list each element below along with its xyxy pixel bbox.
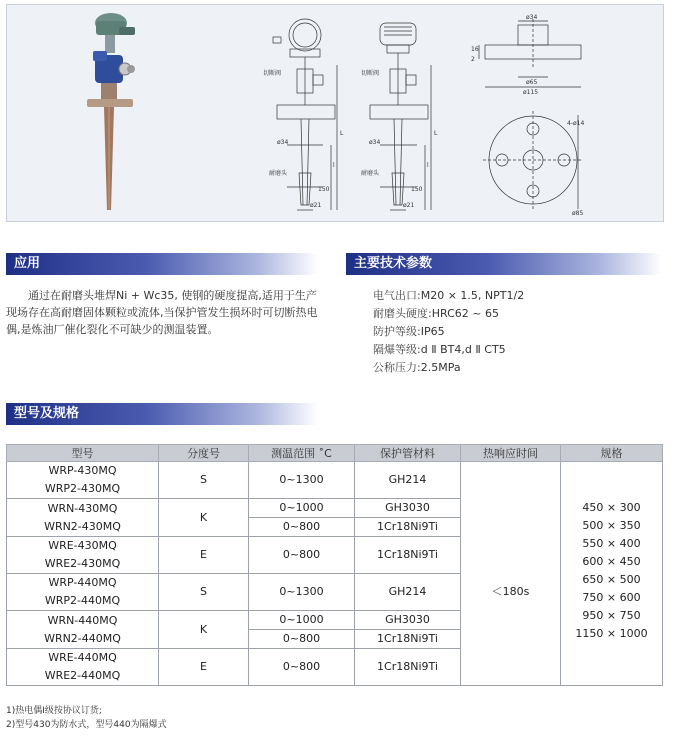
figure-label-l-2: l — [427, 162, 429, 169]
size-item: 600 × 450 — [582, 554, 641, 568]
material-cell: 1Cr18Ni9Ti — [355, 649, 461, 686]
model-cell: WRP-440MQ WRP2-440MQ — [7, 574, 159, 611]
header-range: 测温范围 ˚C — [249, 445, 355, 462]
drawing-type-430 — [273, 19, 337, 210]
size-item: 650 × 500 — [582, 572, 641, 586]
spec-item-electrical-outlet: 电气出口:M20 × 1.5, NPT1/2 — [373, 289, 525, 302]
figure-label-150-1: 150 — [318, 186, 330, 193]
figure-label-d34-2: ø34 — [369, 139, 381, 146]
table-row — [7, 499, 663, 518]
figure-label-cutoff-valve-1: 切断阀 — [263, 70, 282, 77]
header-model: 型号 — [7, 445, 159, 462]
spec-item-hardness: 耐磨头硬度:HRC62 ~ 65 — [373, 307, 499, 320]
specs-header: 主要技术参数 — [346, 253, 662, 275]
model-cell: WRE-440MQ WRE2-440MQ — [7, 649, 159, 686]
application-header: 应用 — [6, 253, 318, 275]
figure-label-2: 2 — [471, 56, 475, 63]
figure-label-cutoff-valve-2: 切断阀 — [361, 70, 380, 77]
footnote-1: 1)热电偶I级按协议订货; — [6, 706, 102, 716]
range-cell: 0~800 — [249, 518, 355, 537]
figure-label-wear-head-1: 耐磨头 — [269, 170, 288, 177]
material-cell: 1Cr18Ni9Ti — [355, 537, 461, 574]
material-cell: 1Cr18Ni9Ti — [355, 518, 461, 537]
size-item: 450 × 300 — [582, 500, 641, 514]
figure-label-d34-top: ø34 — [526, 14, 538, 21]
figure-label-holes: 4-ø14 — [567, 120, 585, 127]
model-spec-table — [6, 444, 663, 686]
specs-list — [373, 287, 663, 377]
size-item: 750 × 600 — [582, 590, 641, 604]
product-figure-panel — [6, 4, 664, 222]
header-response-time: 热响应时间 — [461, 445, 561, 462]
model-cell: WRE-430MQ WRE2-430MQ — [7, 537, 159, 574]
model-cell: WRN-440MQ WRN2-440MQ — [7, 611, 159, 649]
spec-item-pressure: 公称压力:2.5MPa — [373, 361, 461, 374]
figure-label-d85: ø85 — [572, 210, 584, 217]
grade-cell: K — [159, 499, 249, 537]
size-item: 1150 × 1000 — [575, 626, 648, 640]
footnote-2: 2)型号430为防水式，型号440为隔爆式 — [6, 720, 167, 730]
figure-label-16: 16 — [471, 46, 479, 53]
response-spacer-top — [461, 462, 561, 499]
range-cell: 0~1300 — [249, 574, 355, 611]
header-size: 规格 — [561, 445, 663, 462]
material-cell: 1Cr18Ni9Ti — [355, 630, 461, 649]
figure-label-150-2: 150 — [411, 186, 423, 193]
spec-item-protection: 防护等级:IP65 — [373, 325, 445, 338]
figure-label-d115: ø115 — [523, 89, 539, 96]
material-cell: GH214 — [355, 462, 461, 499]
footnotes — [6, 704, 167, 732]
figure-label-l-1: l — [333, 162, 335, 169]
table-header-row — [7, 445, 663, 462]
material-cell: GH214 — [355, 574, 461, 611]
figure-label-d21-1: ø21 — [310, 202, 322, 209]
range-cell: 0~1300 — [249, 462, 355, 499]
application-text: 通过在耐磨头堆焊Ni + Wc35, 使钢的硬度提高,适用于生产现场存在高耐磨固体颗粒或流体,当保护管发生损坏时可切断热电偶,是炼油厂催化裂化不可缺少的测温装置。 — [6, 289, 318, 336]
grade-cell: S — [159, 574, 249, 611]
figure-label-wear-head-2: 耐磨头 — [361, 170, 380, 177]
product-drawings — [7, 5, 665, 223]
spec-item-explosion-proof: 隔爆等级:d Ⅱ BT4,d Ⅱ CT5 — [373, 343, 506, 356]
response-time-cell: ＜180s — [461, 499, 561, 686]
header-grade: 分度号 — [159, 445, 249, 462]
range-cell: 0~1000 — [249, 611, 355, 630]
grade-cell: K — [159, 611, 249, 649]
size-item: 950 × 750 — [582, 608, 641, 622]
size-cell — [561, 499, 663, 686]
grade-cell: E — [159, 649, 249, 686]
figure-label-L-2: L — [434, 130, 438, 137]
size-item: 550 × 400 — [582, 536, 641, 550]
size-item: 500 × 350 — [582, 518, 641, 532]
figure-label-d65: ø65 — [526, 79, 538, 86]
range-cell: 0~1000 — [249, 499, 355, 518]
figure-label-d21-2: ø21 — [403, 202, 415, 209]
models-header: 型号及规格 — [6, 403, 318, 425]
figure-label-L-1: L — [340, 130, 344, 137]
figure-label-d34-1: ø34 — [277, 139, 289, 146]
thermocouple-photo — [87, 13, 135, 210]
drawing-type-440 — [370, 23, 431, 210]
model-cell: WRN-430MQ WRN2-430MQ — [7, 499, 159, 537]
material-cell: GH3030 — [355, 499, 461, 518]
size-spacer-top — [561, 462, 663, 499]
material-cell: GH3030 — [355, 611, 461, 630]
flange-side-view — [479, 19, 581, 87]
range-cell: 0~800 — [249, 649, 355, 686]
range-cell: 0~800 — [249, 630, 355, 649]
model-cell: WRP-430MQ WRP2-430MQ — [7, 462, 159, 499]
range-cell: 0~800 — [249, 537, 355, 574]
header-material: 保护管材料 — [355, 445, 461, 462]
grade-cell: E — [159, 537, 249, 574]
grade-cell: S — [159, 462, 249, 499]
